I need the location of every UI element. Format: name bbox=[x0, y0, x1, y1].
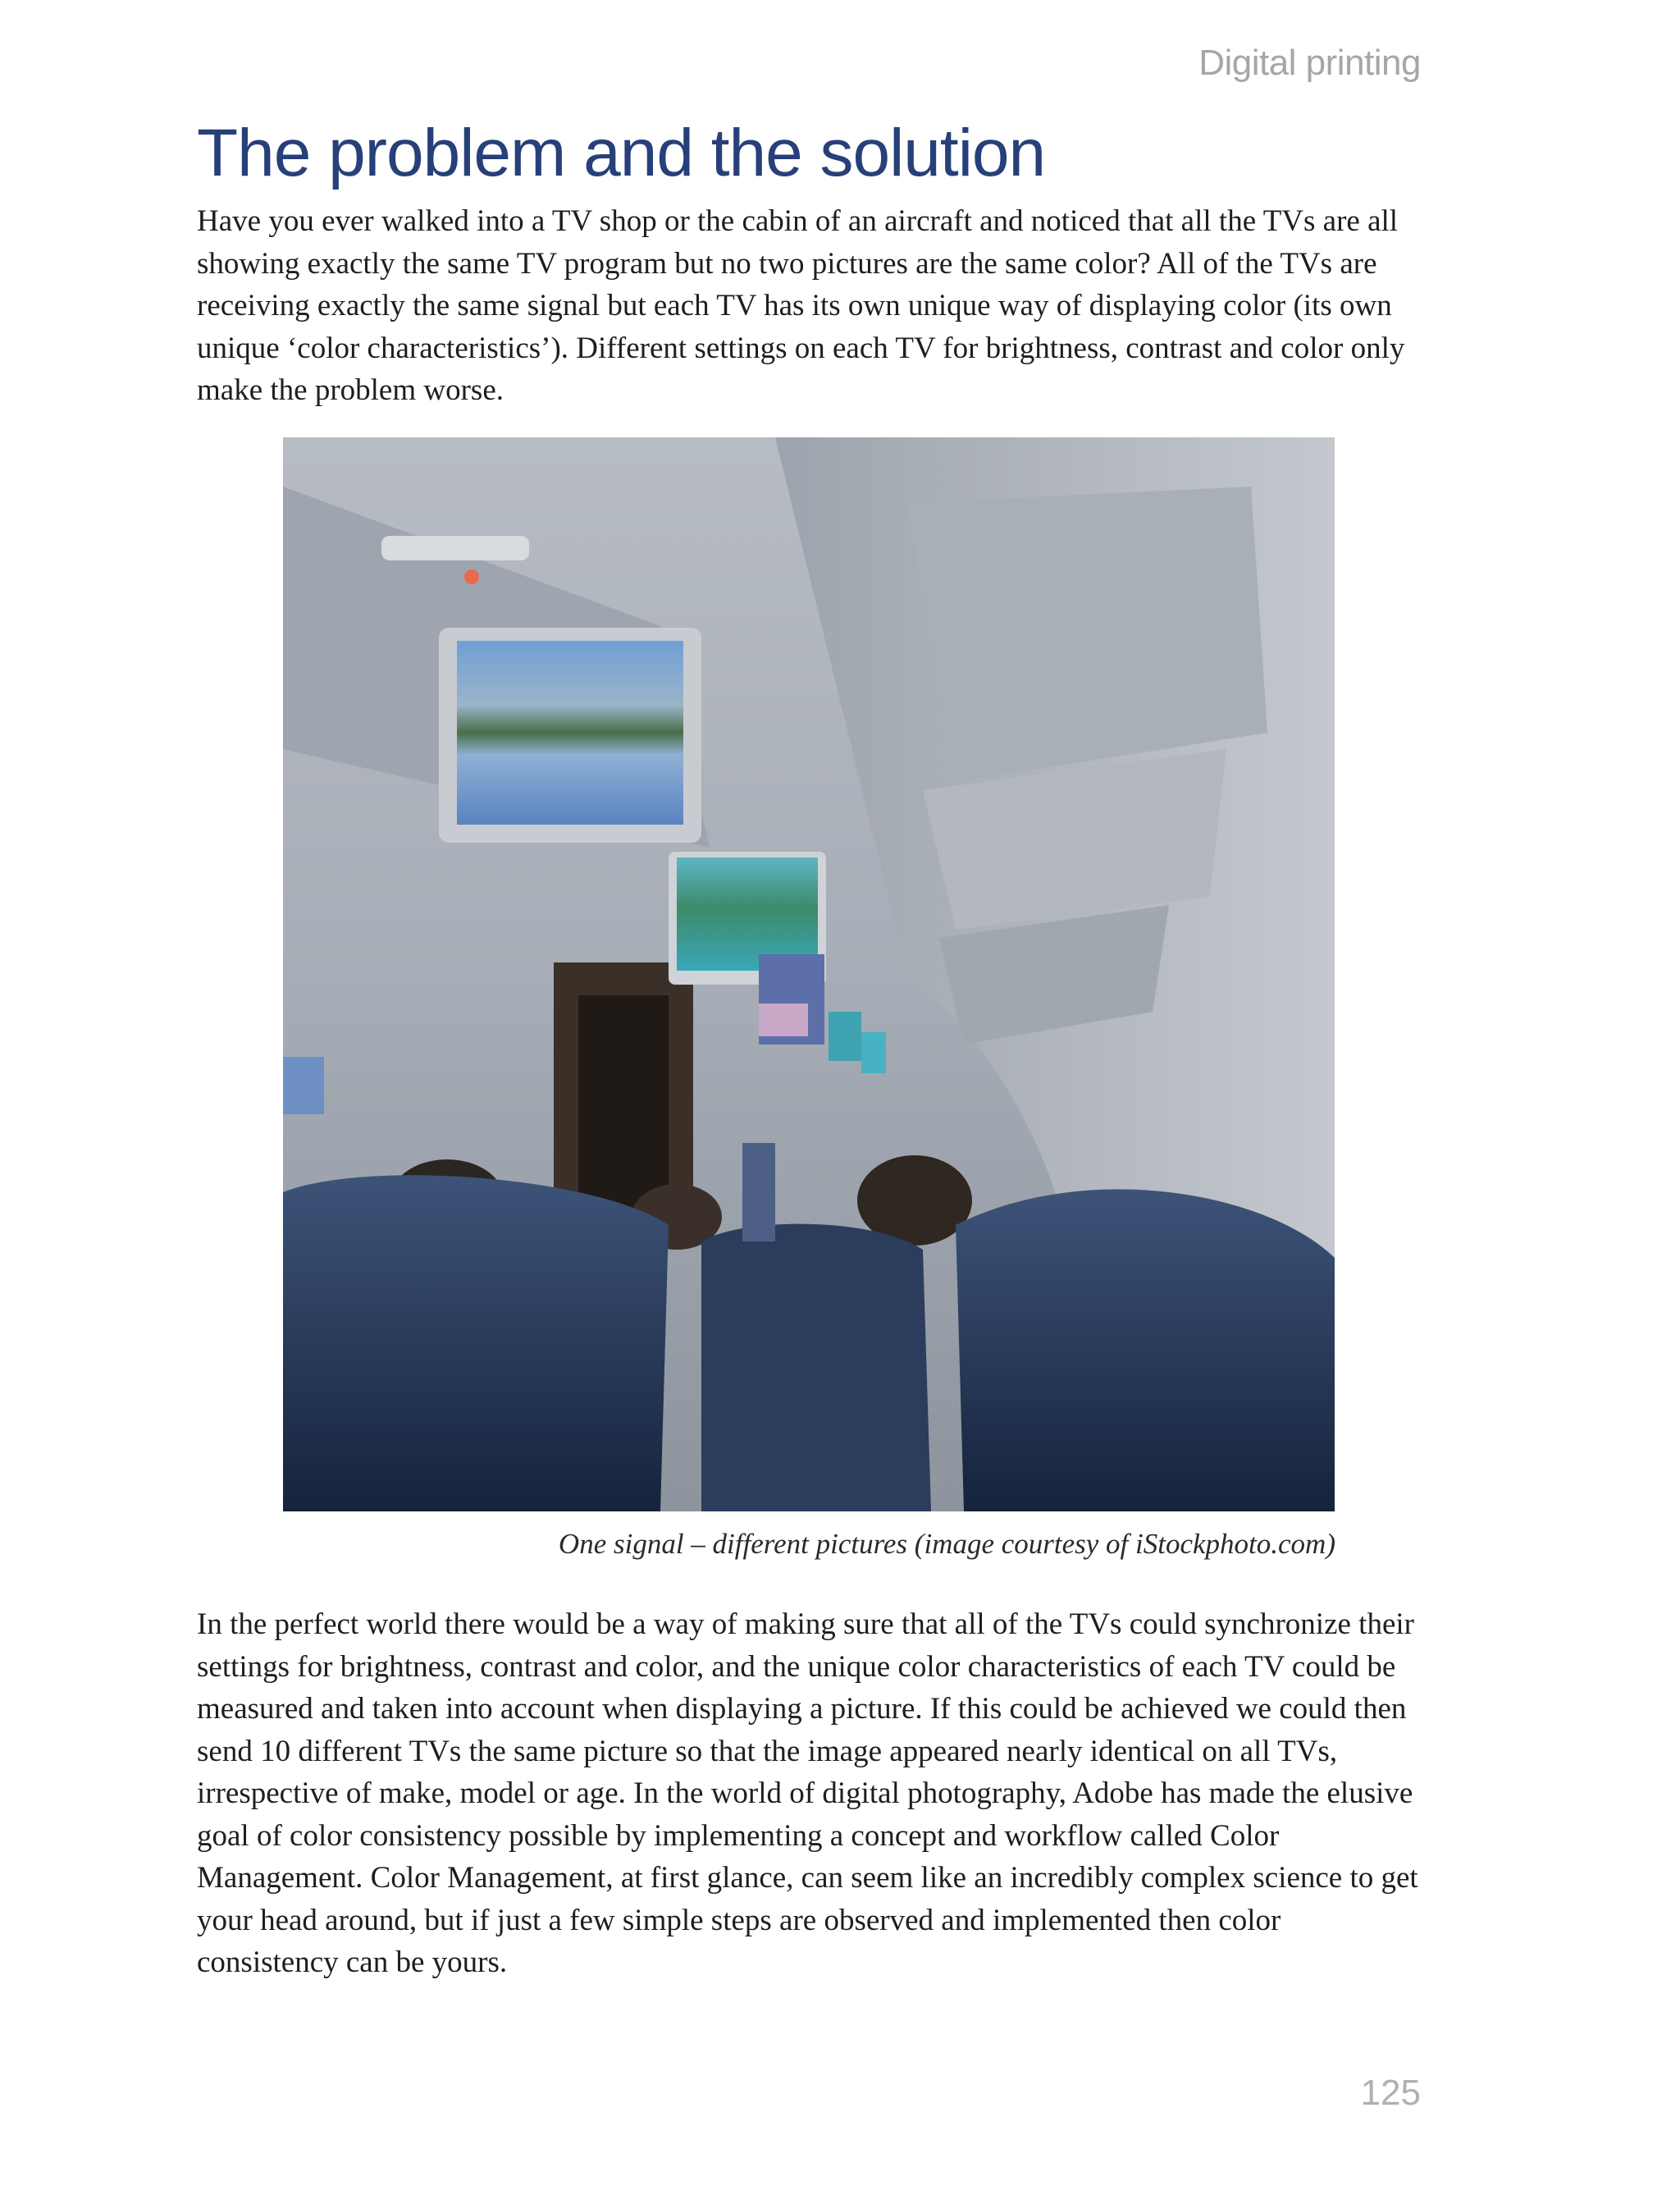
aircraft-cabin-photo bbox=[283, 437, 1335, 1511]
figure-caption: One signal – different pictures (image courtesy of iStockphoto.com) bbox=[558, 1528, 1335, 1560]
intro-paragraph: Have you ever walked into a TV shop or the cabin of an aircraft and noticed that all the TVs are all showing exactly the same TV program but no two pictures are the same color? All of the TVs are receiving exactly the same signal but each TV has its own unique way of displaying color (its own unique ‘color characteristics’). Different settings on each TV for brightness, contrast and color only make the problem worse. bbox=[197, 204, 1405, 407]
page-number: 125 bbox=[1360, 2073, 1421, 2113]
running-head: Digital printing bbox=[1198, 43, 1421, 83]
solution-paragraph: In the perfect world there would be a way of making sure that all of the TVs could synchronize their settings for brightness, contrast and color, and the unique color characteristics of each TV could be measured and taken into account when displaying a picture. If this could be achieved we could then send 10 different TVs the same picture so that the image appeared nearly identical on all TVs, irrespective of make, model or age. In the world of digital photography, Adobe has made the elusive goal of color consistency possible by implementing a concept and workflow called Color Management. Color Management, at first glance, can seem like an incredibly complex science to get your head around, but if just a few simple steps are observed and implemented then color consistency can be yours. bbox=[197, 1607, 1418, 1979]
page-title: The problem and the solution bbox=[197, 116, 1046, 190]
